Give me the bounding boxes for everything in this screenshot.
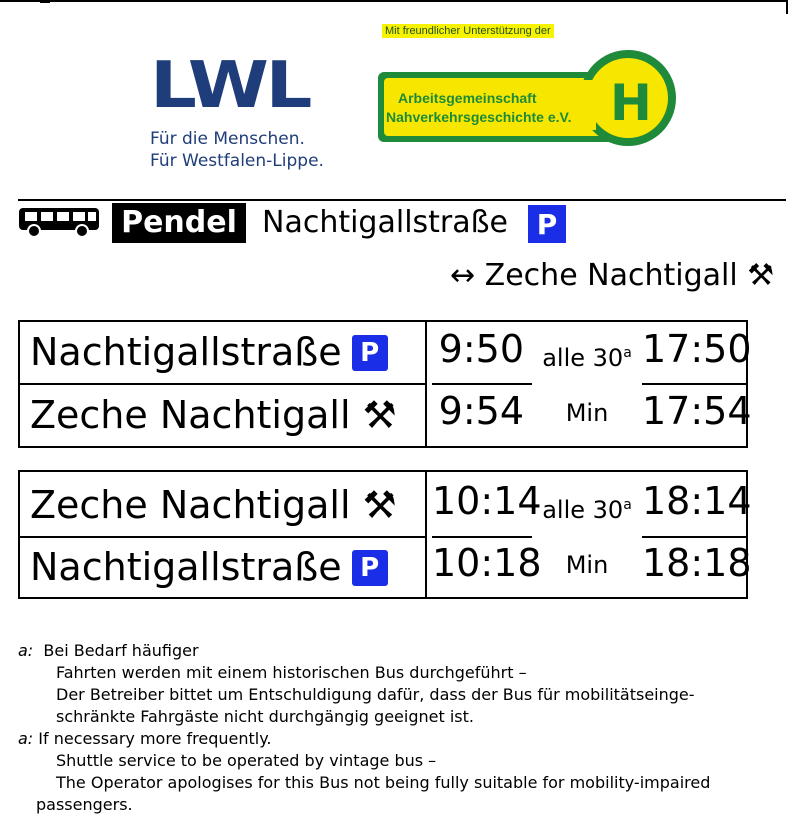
- footnote-en: [18, 728, 788, 750]
- stop-label: Zeche Nachtigall ⚒: [30, 393, 397, 437]
- footnote-text: Bei Bedarf häufiger: [43, 641, 199, 660]
- footnote-text: Der Betreiber bittet um Entschuldigung dafür, dass der Bus für mobilitätseinge-: [56, 685, 695, 704]
- timetable-box-return: [18, 470, 752, 599]
- parking-badge: P: [352, 550, 388, 586]
- column-divider: [425, 472, 427, 597]
- timetable-box-outbound: [18, 320, 752, 448]
- stop-name: [30, 542, 388, 592]
- column-divider: [425, 322, 427, 446]
- footnote-de: [18, 640, 788, 662]
- first-departure: 10:18: [432, 541, 542, 585]
- footnote-key: a:: [18, 641, 34, 660]
- top-rule: [0, 0, 788, 2]
- first-departure: 10:14: [432, 479, 542, 523]
- parking-badge: P: [352, 335, 388, 371]
- footnotes: [18, 640, 788, 816]
- footnote-key: a:: [18, 729, 34, 748]
- lwl-logo: [150, 49, 350, 172]
- line-destination: ↔ Zeche Nachtigall ⚒: [450, 258, 775, 293]
- time-divider: [432, 383, 532, 385]
- header-rule: [18, 199, 786, 201]
- last-departure: 18:18: [642, 541, 752, 585]
- last-departure: 17:54: [642, 389, 752, 433]
- footnote-text: The Operator apologises for this Bus not being fully suitable for mobility-impaired: [56, 773, 711, 792]
- footnote-text: Shuttle service to be operated by vintage bus –: [56, 751, 437, 770]
- sponsor-label: Mit freundlicher Unterstützung der: [382, 24, 554, 38]
- lwl-wordmark: LWL: [150, 49, 309, 123]
- bus-icon: [18, 206, 100, 238]
- footnote-text: passengers.: [36, 795, 133, 814]
- frequency-unit: Min: [565, 399, 609, 427]
- stop-label: Zeche Nachtigall ⚒: [30, 483, 397, 527]
- frequency-unit: Min: [565, 551, 609, 579]
- agn-line-1: Arbeitsgemeinschaft: [398, 90, 537, 106]
- footnote-marker: a: [623, 497, 632, 513]
- line-label: Pendel: [112, 203, 246, 243]
- first-departure: 9:54: [438, 389, 524, 433]
- stop-label: Nachtigallstraße: [30, 545, 342, 589]
- footnote-text: schränkte Fahrgäste nicht durchgängig geeignet ist.: [56, 707, 474, 726]
- line-origin: Nachtigallstraße: [262, 205, 508, 240]
- parking-badge: P: [528, 205, 566, 243]
- lwl-tagline-1: Für die Menschen.: [150, 129, 305, 149]
- stop-name: [30, 327, 388, 377]
- agn-h-letter: H: [610, 74, 652, 132]
- stop-name: [30, 480, 397, 530]
- frequency-label: alle 30$^a$: [542, 344, 632, 372]
- frequency-label: alle 30$^a$: [542, 496, 632, 524]
- top-rule-end: [786, 0, 788, 14]
- footnote-text: If necessary more frequently.: [38, 729, 272, 748]
- first-departure: 9:50: [438, 327, 524, 371]
- corner-mark: [40, 0, 50, 3]
- stop-label: Nachtigallstraße: [30, 330, 342, 374]
- footnote-text: Fahrten werden mit einem historischen Bus durchgeführt –: [56, 663, 527, 682]
- row-divider: [20, 536, 425, 538]
- last-departure: 17:50: [642, 327, 752, 371]
- haltestelle-logo: [376, 50, 696, 150]
- time-divider: [642, 383, 746, 385]
- lwl-tagline-2: Für Westfalen-Lippe.: [150, 151, 324, 171]
- footnote-marker: a: [623, 345, 632, 361]
- row-divider: [20, 383, 425, 385]
- last-departure: 18:14: [642, 479, 752, 523]
- agn-line-2: Nahverkehrsgeschichte e.V.: [386, 109, 572, 125]
- stop-name: [30, 390, 397, 440]
